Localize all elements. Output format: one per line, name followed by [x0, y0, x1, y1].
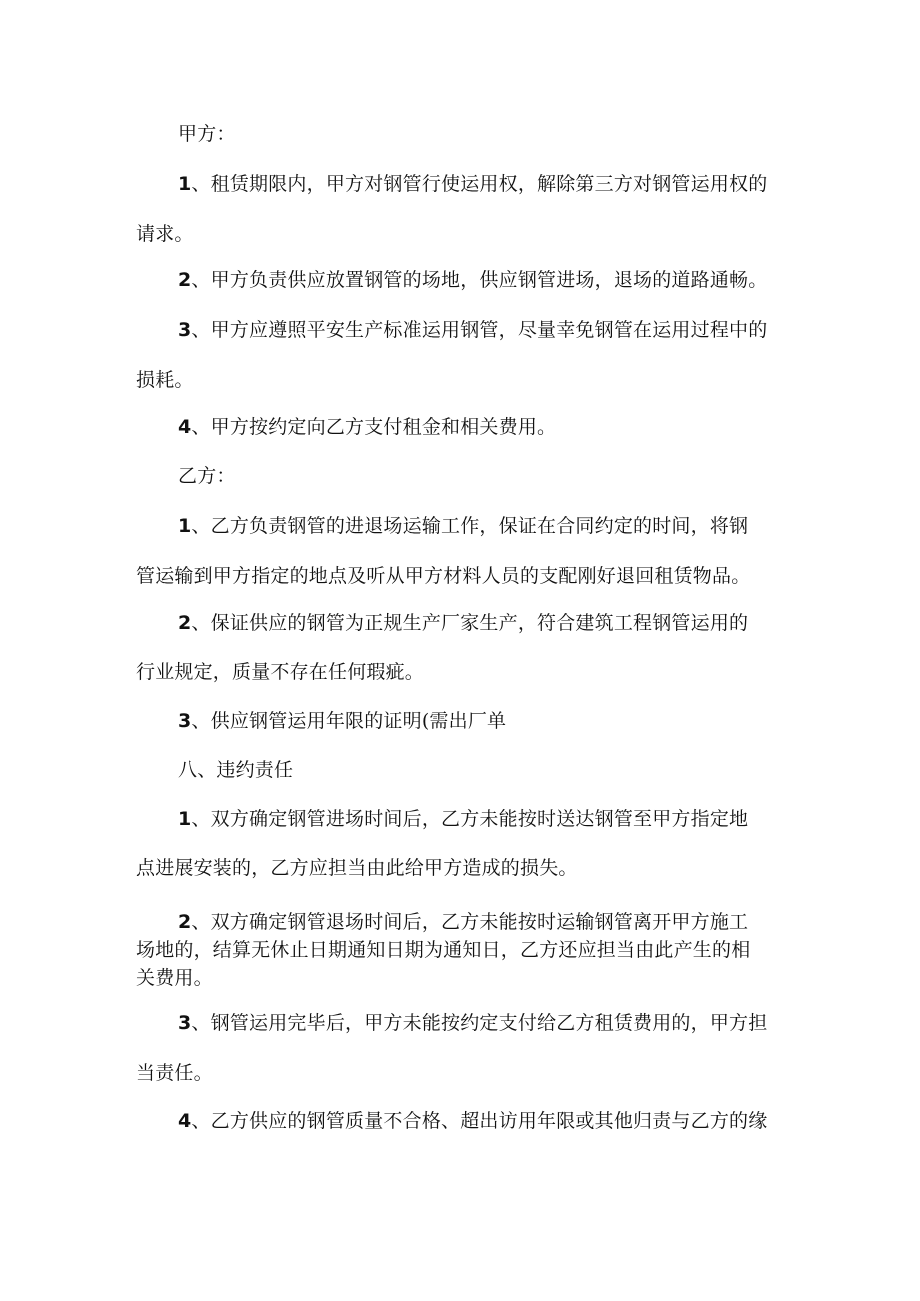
breach-item-2-cont: 场地的，结算无休止日期通知日期为通知日，乙方还应担当由此产生的相 [136, 939, 751, 961]
heading-party-b: 乙方： [178, 465, 236, 487]
item-number: 1 [178, 515, 192, 537]
item-number: 2 [178, 911, 192, 933]
item-text: 、钢管运用完毕后，甲方未能按约定支付给乙方租赁费用的，甲方担 [191, 1012, 768, 1034]
breach-item-1-cont: 点进展安装的，乙方应担当由此给甲方造成的损失。 [136, 857, 578, 879]
item-text: 、甲方按约定向乙方支付租金和相关费用。 [191, 416, 557, 438]
party-b-item-3 [178, 709, 506, 733]
item-number: 1 [178, 173, 192, 195]
breach-item-2 [178, 910, 748, 934]
item-text: 、甲方应遵照平安生产标准运用钢管，尽量幸免钢管在运用过程中的 [191, 319, 768, 341]
item-number: 4 [178, 1110, 192, 1132]
item-number: 3 [178, 319, 192, 341]
party-a-item-3-cont: 损耗。 [136, 369, 194, 391]
item-text: 、乙方负责钢管的进退场运输工作，保证在合同约定的时间，将钢 [191, 515, 749, 537]
item-text: 、甲方负责供应放置钢管的场地，供应钢管进场，退场的道路通畅。 [191, 269, 768, 291]
item-text: 、双方确定钢管退场时间后，乙方未能按时运输钢管离开甲方施工 [191, 911, 749, 933]
item-number: 2 [178, 269, 192, 291]
item-text: 、保证供应的钢管为正规生产厂家生产，符合建筑工程钢管运用的 [191, 612, 749, 634]
item-number: 3 [178, 710, 192, 732]
breach-item-1 [178, 807, 748, 831]
section-heading-breach: 八、违约责任 [178, 759, 294, 781]
party-b-item-2 [178, 611, 748, 635]
item-number: 4 [178, 416, 192, 438]
item-text: 、乙方供应的钢管质量不合格、超出访用年限或其他归责与乙方的缘 [191, 1110, 768, 1132]
breach-item-3 [178, 1011, 767, 1035]
item-text: 、供应钢管运用年限的证明(需出厂单 [191, 710, 507, 732]
item-text: 、双方确定钢管进场时间后，乙方未能按时送达钢管至甲方指定地 [191, 808, 749, 830]
item-text: 、租赁期限内，甲方对钢管行使运用权，解除第三方对钢管运用权的 [191, 173, 768, 195]
party-a-item-3 [178, 318, 767, 342]
party-b-item-1 [178, 514, 748, 538]
party-a-item-1 [178, 172, 767, 196]
item-number: 3 [178, 1012, 192, 1034]
item-number: 1 [178, 808, 192, 830]
heading-party-a: 甲方： [178, 123, 236, 145]
party-a-item-4 [178, 415, 556, 439]
party-b-item-1-cont: 管运输到甲方指定的地点及听从甲方材料人员的支配刚好退回租赁物品。 [136, 565, 751, 587]
breach-item-4 [178, 1109, 767, 1133]
party-b-item-2-cont: 行业规定，质量不存在任何瑕疵。 [136, 661, 425, 683]
item-number: 2 [178, 612, 192, 634]
breach-item-3-cont: 当责任。 [136, 1062, 213, 1084]
party-a-item-2 [178, 268, 767, 292]
party-a-item-1-cont: 请求。 [136, 223, 194, 245]
breach-item-2-cont2: 关费用。 [136, 967, 213, 989]
